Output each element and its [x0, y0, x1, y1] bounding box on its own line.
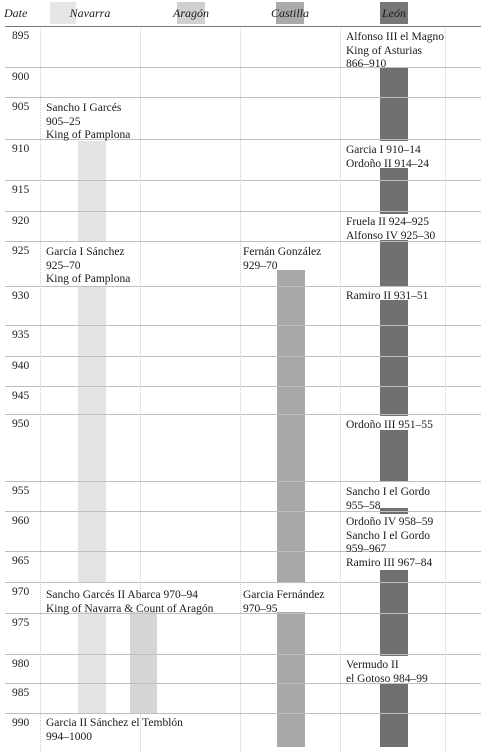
- year-label: 965: [12, 555, 30, 567]
- reign-bar-leon: [380, 168, 408, 214]
- ruler-entry: [346, 144, 429, 171]
- ruler-entry-line: Alfonso IV 925–30: [346, 229, 436, 242]
- ruler-entry: [346, 419, 433, 433]
- ruler-entry: [346, 216, 435, 243]
- column-divider: [240, 26, 241, 751]
- ruler-entry: [346, 486, 430, 513]
- ruler-entry-line: Ordoño IV 958–59: [346, 516, 434, 528]
- reign-bar-leon: [380, 430, 408, 482]
- year-row: [5, 713, 481, 714]
- year-label: 935: [12, 329, 30, 341]
- column-divider: [445, 26, 446, 751]
- ruler-entry-line: Sancho Garcés II Abarca 970–94: [46, 589, 198, 601]
- ruler-entry: [46, 246, 130, 287]
- ruler-entry: [46, 717, 183, 744]
- ruler-entry-line: 994–1000: [46, 730, 92, 743]
- ruler-entry-line: 866–910: [346, 58, 387, 70]
- ruler-entry-line: Garcia II Sánchez el Temblón: [46, 717, 183, 729]
- year-label: 970: [12, 586, 30, 598]
- year-label: 905: [12, 101, 30, 113]
- ruler-entry-line: García I Sánchez: [46, 246, 125, 258]
- column-divider: [340, 26, 341, 751]
- year-label: 960: [12, 515, 30, 527]
- ruler-entry-line: 970–95: [243, 602, 278, 615]
- ruler-entry: [346, 31, 444, 72]
- ruler-entry-line: Garcia Fernández: [243, 589, 325, 601]
- ruler-entry-line: Ordoño II 914–24: [346, 157, 430, 170]
- ruler-entry-line: Ramiro II 931–51: [346, 290, 429, 302]
- ruler-entry-line: 929–70: [243, 259, 278, 272]
- year-row: [5, 414, 481, 415]
- year-row: [5, 582, 481, 583]
- year-row: [5, 356, 481, 357]
- year-label: 985: [12, 687, 30, 699]
- reign-bar-castilla: [277, 270, 305, 582]
- ruler-entry: [243, 246, 321, 273]
- ruler-entry-line: Sancho I el Gordo: [346, 529, 430, 542]
- header-date: Date: [4, 5, 28, 20]
- ruler-entry-line: King of Asturias: [346, 44, 423, 57]
- ruler-entry-line: 955–58: [346, 499, 381, 512]
- reign-bar-leon: [380, 240, 408, 286]
- year-label: 925: [12, 245, 30, 257]
- reign-bar-navarra: [78, 612, 106, 714]
- year-row: [5, 386, 481, 387]
- year-row: [5, 481, 481, 482]
- ruler-entry: [46, 589, 213, 616]
- header-navarra: Navarra: [69, 5, 111, 20]
- year-label: 950: [12, 418, 30, 430]
- ruler-entry-line: Vermudo II: [346, 659, 399, 671]
- ruler-entry-line: Ordoño III 951–55: [346, 419, 433, 431]
- year-label: 945: [12, 390, 30, 402]
- ruler-entry-line: Ramiro III 967–84: [346, 557, 433, 569]
- year-label: 975: [12, 617, 30, 629]
- reign-bar-castilla: [277, 612, 305, 747]
- reign-bar-navarra: [78, 141, 106, 242]
- year-row: [5, 97, 481, 98]
- ruler-entry: [346, 516, 433, 557]
- ruler-entry-line: el Gotoso 984–99: [346, 672, 428, 685]
- year-label: 895: [12, 30, 30, 42]
- year-label: 955: [12, 485, 30, 497]
- ruler-entry: [346, 557, 432, 571]
- year-label: 930: [12, 290, 30, 302]
- ruler-entry-line: King of Pamplona: [46, 273, 131, 285]
- year-label: 990: [12, 717, 30, 729]
- ruler-entry: [346, 659, 428, 686]
- year-label: 920: [12, 215, 30, 227]
- year-row: [5, 654, 481, 655]
- ruler-entry-line: King of Pamplona: [46, 129, 131, 141]
- ruler-entry: [46, 102, 130, 143]
- ruler-entry-line: Fernán González: [243, 246, 322, 258]
- ruler-entry-line: Alfonso III el Magno: [346, 31, 445, 43]
- year-label: 915: [12, 184, 30, 196]
- ruler-entry: [243, 589, 324, 616]
- year-label: 900: [12, 71, 30, 83]
- ruler-entry-line: Sancho I Garcés: [46, 102, 122, 114]
- ruler-entry-line: 905–25: [46, 115, 81, 128]
- ruler-entry-line: Garcia I 910–14: [346, 144, 421, 156]
- reign-bar-leon: [380, 300, 408, 416]
- header-leon: León: [382, 5, 406, 20]
- year-label: 980: [12, 658, 30, 670]
- reign-bar-aragon: [130, 612, 157, 714]
- year-row: [5, 325, 481, 326]
- ruler-entry-line: 925–70: [46, 259, 81, 272]
- year-row: [5, 180, 481, 181]
- header-aragon: Aragón: [173, 5, 209, 20]
- reign-bar-leon: [380, 68, 408, 141]
- column-divider: [40, 26, 41, 751]
- reign-bar-navarra: [78, 286, 106, 582]
- year-row: [5, 26, 481, 27]
- ruler-entry-line: King of Navarra & Count of Aragón: [46, 602, 214, 615]
- reign-bar-leon: [380, 684, 408, 747]
- ruler-entry: [346, 290, 428, 304]
- ruler-entry-line: 959–967: [346, 543, 387, 555]
- ruler-entry-line: Sancho I el Gordo: [346, 486, 430, 498]
- ruler-entry-line: Fruela II 924–925: [346, 216, 430, 228]
- year-label: 940: [12, 360, 30, 372]
- year-row: [5, 211, 481, 212]
- header-castilla: Castilla: [270, 5, 309, 20]
- year-label: 910: [12, 143, 30, 155]
